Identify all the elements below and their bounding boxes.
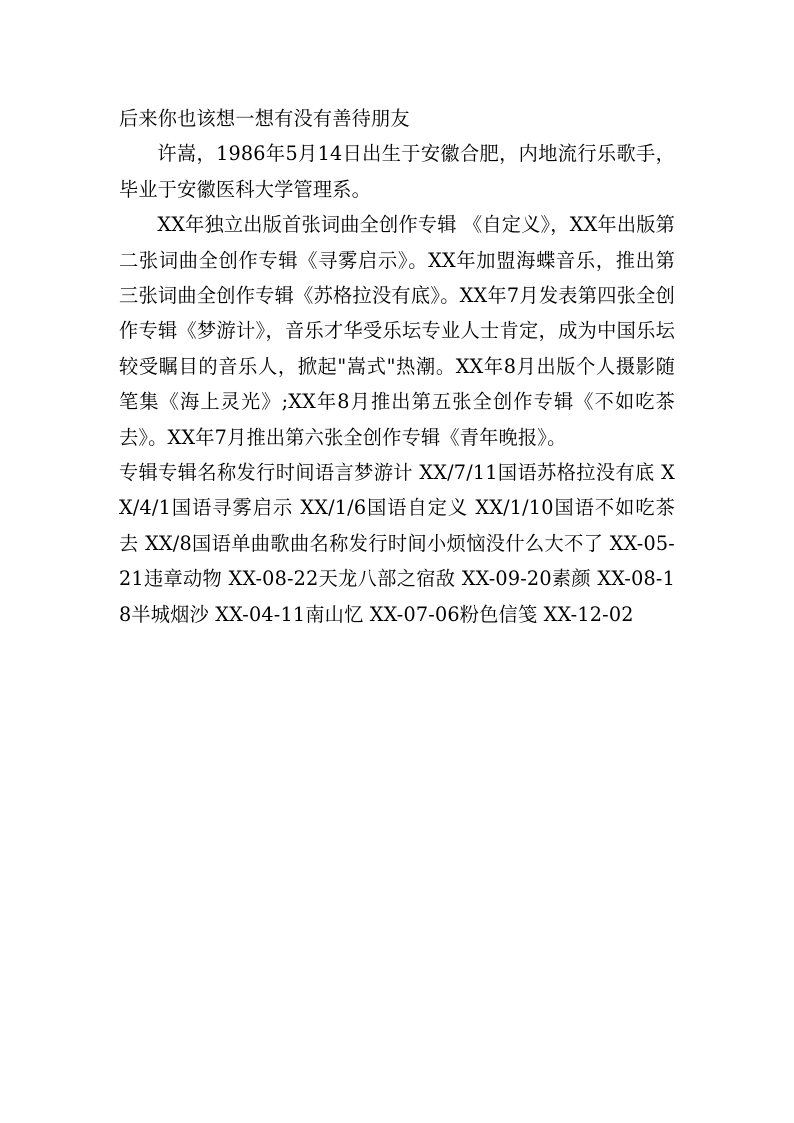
paragraph-biography: 许嵩，1986年5月14日出生于安徽合肥，内地流行乐歌手，毕业于安徽医科大学管理系。 — [119, 142, 675, 201]
paragraph-discography: 专辑专辑名称发行时间语言梦游计 XX/7/11国语苏格拉没有底 XX/4/1国语寻雾启示 XX/1/6国语自定义 XX/1/10国语不如吃茶去 XX/8国语单曲歌曲名称发行时间小烦恼没什么大不了 XX-05-21违章动物 XX-08-22天龙八部之宿敌 XX-09-20素颜 XX-08-18半城烟沙 XX-04-11南山忆 XX-07-06粉色信笺 XX-12-02 — [119, 461, 675, 626]
paragraph-lyric-line: 后来你也该想一想有没有善待朋友 — [119, 107, 410, 130]
document-body — [119, 101, 675, 632]
paragraph-career: XX年独立出版首张词曲全创作专辑 《自定义》，XX年出版第二张词曲全创作专辑《寻雾启示》。XX年加盟海蝶音乐，推出第三张词曲全创作专辑《苏格拉没有底》。XX年7月发表第四张全创作专辑《梦游计》，音乐才华受乐坛专业人士肯定，成为中国乐坛较受瞩目的音乐人，掀起"嵩式"热潮。XX年8月出版个人摄影随笔集《海上灵光》;XX年8月推出第五张全创作专辑《不如吃茶去》。XX年7月推出第六张全创作专辑《青年晚报》。 — [119, 213, 675, 449]
